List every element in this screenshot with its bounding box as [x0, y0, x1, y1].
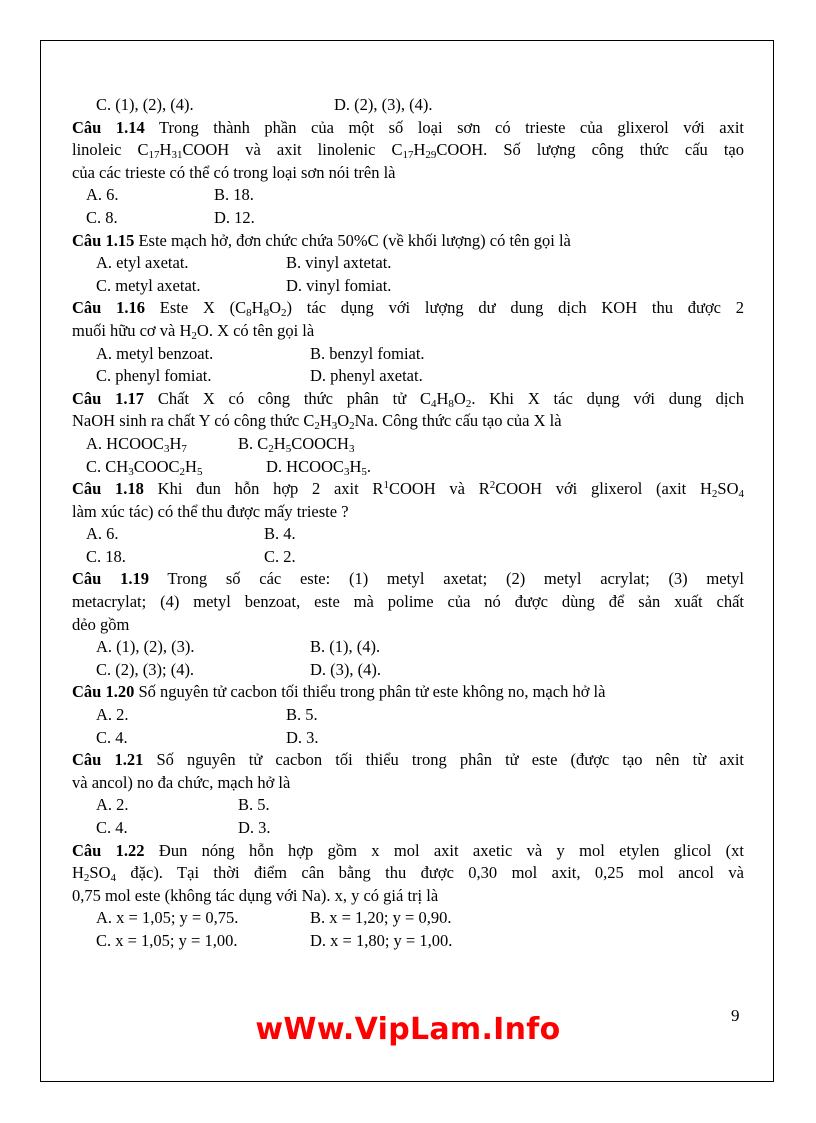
option-b: B. 4. — [264, 524, 296, 544]
option-c: C. x = 1,05; y = 1,00. — [96, 930, 238, 950]
option-a: A. x = 1,05; y = 0,75. — [96, 908, 239, 928]
question-1-19-options-ab — [72, 636, 744, 659]
question-label: Câu 1.19 — [72, 569, 149, 589]
option-a: A. metyl benzoat. — [96, 343, 214, 363]
watermark-link[interactable]: wWw.VipLam.Info — [255, 1012, 561, 1047]
option-d: D. x = 1,80; y = 1,00. — [310, 930, 453, 950]
question-label: Câu 1.15 — [72, 230, 135, 250]
question-1-18-line1: Câu 1.18 Khi đun hỗn hợp 2 axit $R^1COOH$ và $R^2COOH$ với glixerol (axit $H_2SO_4$ — [72, 479, 744, 501]
question-1-17-options-cd — [72, 456, 744, 479]
question-1-18-options-ab — [72, 523, 744, 546]
question-1-17-line2: NaOH sinh ra chất Y có công thức $C_2H_3O_2Na$. Công thức cấu tạo của X là — [72, 411, 562, 433]
option-c: C. 18. — [86, 546, 126, 566]
question-1-14-options-ab — [72, 184, 744, 207]
question-1-15: Câu 1.15 Este mạch hở, đơn chức chứa 50%C (về khối lượng) có tên gọi là — [72, 230, 571, 250]
option-d: C. 2. — [264, 546, 296, 566]
question-1-14-line3: của các trieste có thể có trong loại sơn nói trên là — [72, 162, 396, 182]
option-d: D. (3), (4). — [310, 659, 382, 679]
question-1-22-line2: $H_2SO_4$ đặc). Tại thời điểm cân bằng thu được 0,30 mol axit, 0,25 mol ancol và — [72, 863, 744, 885]
option-d: D. phenyl axetat. — [310, 366, 423, 386]
question-label: Câu 1.18 — [72, 479, 144, 499]
option-d: D. 12. — [214, 207, 255, 227]
option-c: C. phenyl fomiat. — [96, 366, 212, 386]
question-1-16-line1: Câu 1.16 Este X $(C_8H_8O_2)$ tác dụng với lượng dư dung dịch KOH thu được 2 — [72, 298, 745, 320]
question-label: Câu 1.14 — [72, 117, 145, 137]
question-1-15-options-cd — [72, 275, 744, 298]
question-label: Câu 1.21 — [72, 750, 144, 770]
option-b: B. $C_2H_5COOCH_3$ — [238, 433, 355, 455]
option-d: D. 3. — [238, 818, 271, 837]
option-a: A. (1), (2), (3). — [96, 637, 195, 657]
option-c: C. 4. — [96, 727, 128, 747]
option-a: A. 2. — [96, 795, 129, 815]
option-c: C. metyl axetat. — [96, 275, 201, 295]
question-1-20-options-ab — [72, 704, 744, 727]
option-d: D. $HCOOC_3H_5$. — [266, 456, 371, 478]
question-label: Câu 1.16 — [72, 298, 145, 318]
question-1-21-options-ab — [72, 794, 744, 817]
question-1-15-options-ab — [72, 252, 744, 275]
option-a: A. etyl axetat. — [96, 253, 189, 273]
option-c: C. 4. — [96, 818, 128, 837]
option-b: B. (1), (4). — [310, 637, 381, 657]
option-b: B. benzyl fomiat. — [310, 343, 425, 363]
option-a: A. 6. — [86, 185, 119, 205]
question-1-19-line2: metacrylat; (4) metyl benzoat, este mà polime của nó được dùng để sản xuất chất — [72, 592, 744, 612]
option-a: A. $HCOOC_3H_7$ — [86, 433, 187, 455]
question-1-19-line1: Câu 1.19 Trong số các este: (1) metyl axetat; (2) metyl acrylat; (3) metyl — [72, 569, 744, 589]
option-b: B. x = 1,20; y = 0,90. — [310, 908, 452, 928]
question-1-16-options-cd — [72, 365, 744, 388]
question-label: Câu 1.22 — [72, 840, 145, 860]
option-b: B. 18. — [214, 185, 254, 205]
option-b: B. 5. — [238, 795, 270, 815]
page-number: 9 — [731, 1006, 740, 1025]
option-c: C. 8. — [86, 207, 118, 227]
question-1-14-line1: Câu 1.14 Trong thành phần của một số loại sơn có trieste của glixerol với axit — [72, 117, 745, 137]
option-c: C. $CH_3COOC_2H_5$ — [86, 456, 203, 478]
question-1-21-line2: và ancol) no đa chức, mạch hở là — [72, 772, 291, 792]
question-1-16-options-ab — [72, 343, 744, 366]
question-1-22-line3: 0,75 mol este (không tác dụng với Na). x, y có giá trị là — [72, 885, 439, 905]
option-d: D. vinyl fomiat. — [286, 275, 392, 295]
option-b: B. vinyl axtetat. — [286, 253, 392, 273]
question-label: Câu 1.20 — [72, 682, 135, 702]
question-1-22-options-cd — [72, 930, 744, 953]
question-1-21-options-cd — [72, 817, 744, 840]
question-content — [72, 94, 744, 953]
question-1-17-line1: Câu 1.17 Chất X có công thức phân tử $C_4H_8O_2$. Khi X tác dụng với dung dịch — [72, 388, 744, 410]
option-d: D. (2), (3), (4). — [334, 95, 433, 114]
question-1-16-line2: muối hữu cơ và $H_2O$. X có tên gọi là — [72, 320, 315, 342]
question-1-19-line3: dẻo gồm — [72, 614, 130, 634]
question-1-20-options-cd — [72, 727, 744, 750]
question-1-19-options-cd — [72, 659, 744, 682]
option-d: D. 3. — [286, 727, 319, 747]
option-b: B. 5. — [286, 705, 318, 725]
question-label: Câu 1.17 — [72, 388, 145, 408]
question-1-17-options-ab — [72, 433, 744, 456]
question-1-18-line2: làm xúc tác) có thể thu được mấy trieste ? — [72, 501, 349, 521]
prev-options — [72, 94, 744, 117]
option-a: A. 2. — [96, 705, 129, 725]
question-1-22-line1: Câu 1.22 Đun nóng hỗn hợp gồm x mol axit axetic và y mol etylen glicol (xt — [72, 840, 745, 860]
option-a: A. 6. — [86, 524, 119, 544]
question-1-22-options-ab — [72, 907, 744, 930]
question-1-14-line2: linoleic $C_{17}H_{31}COOH$ và axit linolenic $C_{17}H_{29}COOH$. Số lượng công thức cấu tạo — [72, 140, 744, 162]
question-1-14-options-cd — [72, 207, 744, 230]
option-c: C. (2), (3); (4). — [96, 659, 195, 679]
question-1-18-options-cd — [72, 546, 744, 569]
question-1-21-line1: Câu 1.21 Số nguyên tử cacbon tối thiểu trong phân tử este (được tạo nên từ axit — [72, 750, 745, 770]
question-1-20: Câu 1.20 Số nguyên tử cacbon tối thiểu trong phân tử este không no, mạch hở là — [72, 682, 606, 702]
option-c: C. (1), (2), (4). — [96, 95, 194, 114]
